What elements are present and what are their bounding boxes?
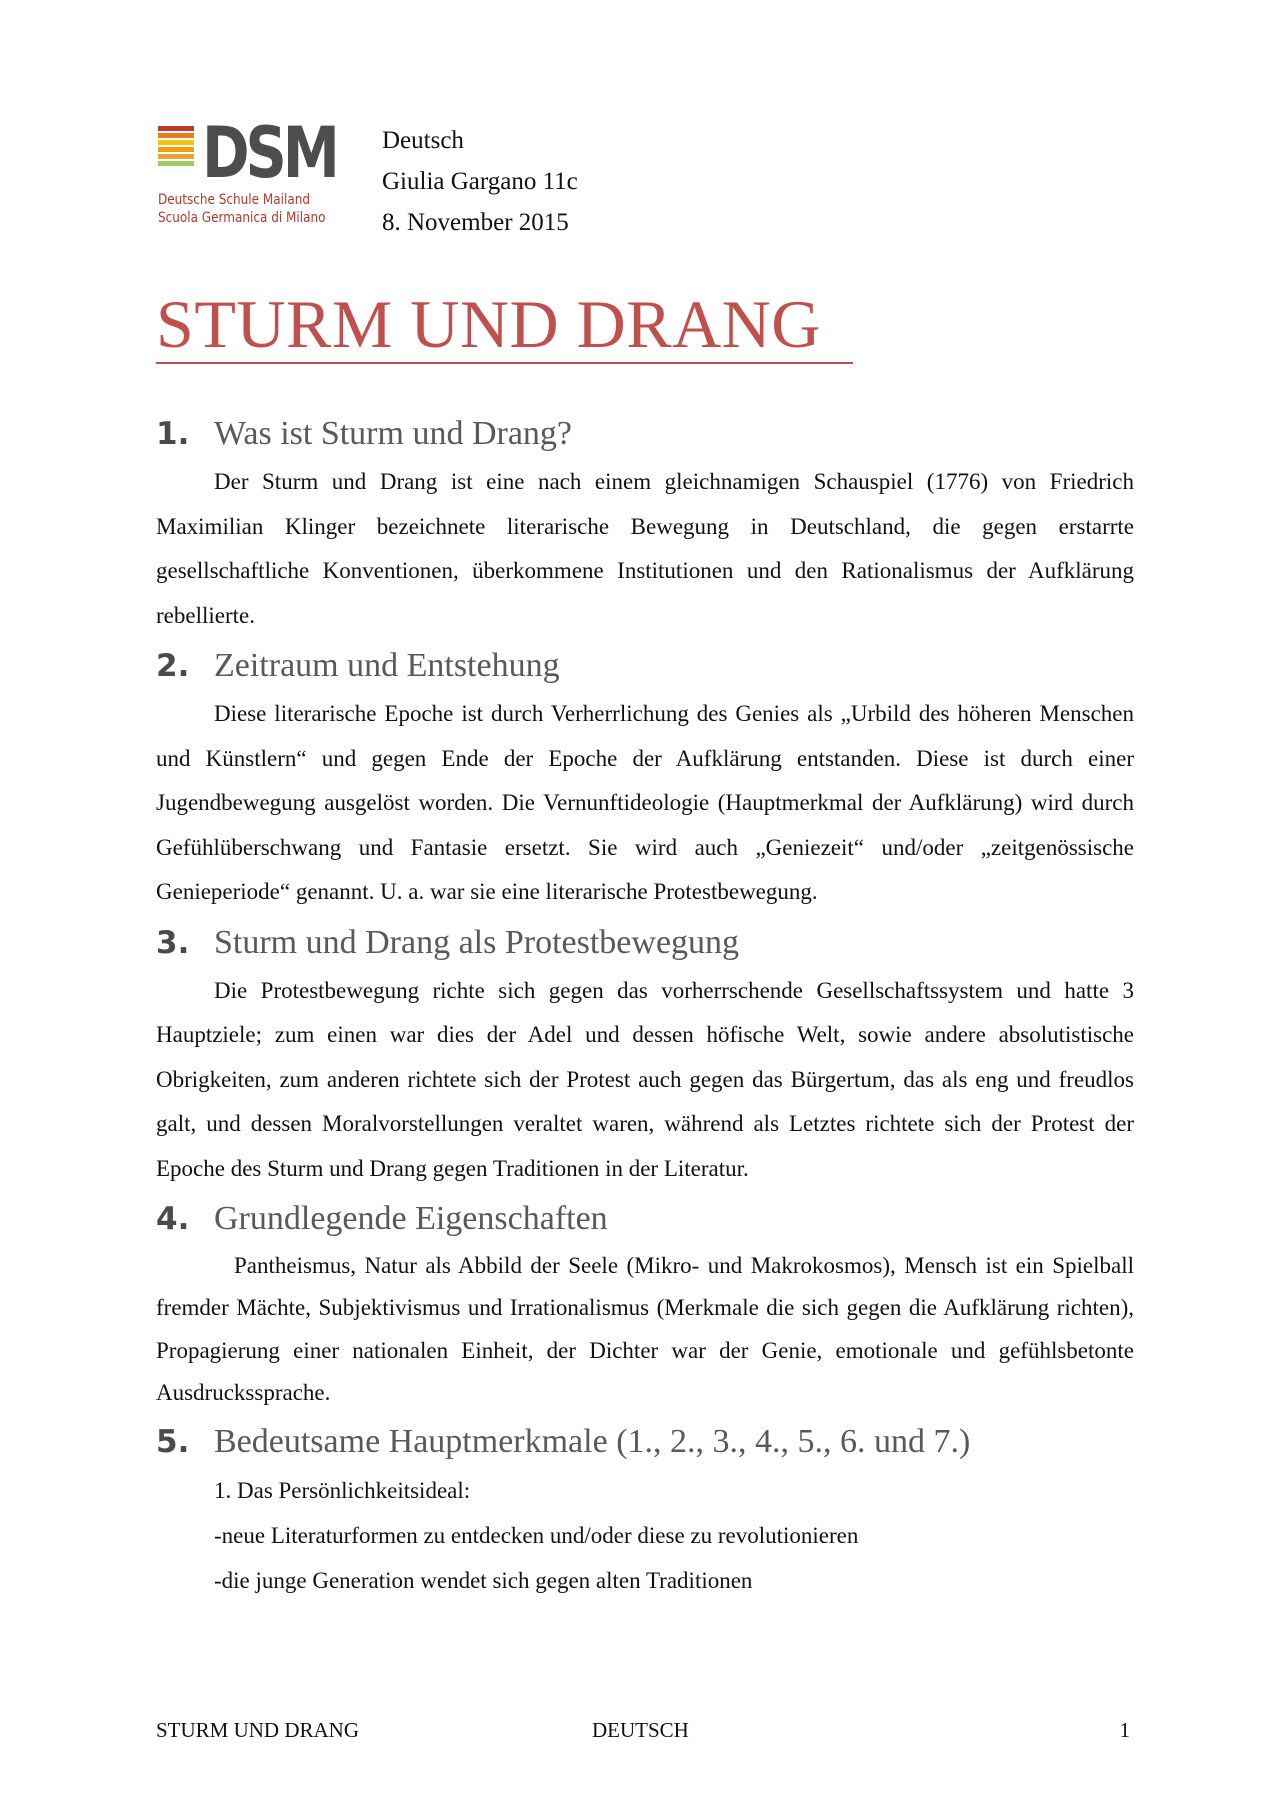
logo-bar <box>158 126 194 131</box>
section-title: Zeitraum und Entstehung <box>214 647 560 684</box>
author: Giulia Gargano 11c <box>382 168 578 195</box>
section-5 <box>156 1416 1134 1603</box>
section-number: 1. <box>156 416 190 452</box>
school-logo <box>158 112 354 230</box>
footer-title: STURM UND DRANG <box>156 1718 360 1742</box>
list-item: 1. Das Persönlichkeitsideal: <box>214 1478 471 1504</box>
footer-subject: DEUTSCH <box>592 1718 689 1742</box>
section-title: Grundlegende Eigenschaften <box>214 1200 608 1237</box>
logo-bar <box>158 133 194 138</box>
date: 8. November 2015 <box>382 209 569 236</box>
header-info <box>382 120 578 243</box>
logo-school-name-it: Scuola Germanica di Milano <box>158 210 326 226</box>
title-underline <box>156 362 853 364</box>
section-title: Bedeutsame Hauptmerkmale (1., 2., 3., 4., 5., 6. und 7.) <box>214 1423 971 1461</box>
section-2 <box>156 640 1134 915</box>
section-number: 3. <box>156 924 190 961</box>
section-3 <box>156 917 1134 1192</box>
subject: Deutsch <box>382 127 464 154</box>
section-number: 4. <box>156 1201 190 1237</box>
section-number: 5. <box>156 1424 190 1461</box>
section-paragraph: Pantheismus, Natur als Abbild der Seele (Mikro- und Makrokosmos), Mensch ist ein Spielball fremder Mächte, Subjektivismus und Irrationalismus (Merkmale die sich gegen die Aufklärung richten), Propagierung einer nationalen Einheit, der Dichter war der Genie, emotionale und gefühlsbetonte Ausdruckssprache. <box>156 1253 1134 1405</box>
list-item: -neue Literaturformen zu entdecken und/oder diese zu revolutionieren <box>214 1523 859 1549</box>
page-title: STURM UND DRANG <box>156 286 821 362</box>
page-number: 1 <box>1119 1718 1130 1742</box>
logo-bar <box>158 147 194 152</box>
logo-school-name-de: Deutsche Schule Mailand <box>158 192 311 208</box>
section-paragraph: Diese literarische Epoche ist durch Verherrlichung des Genies als „Urbild des höheren Menschen und Künstlern“ und gegen Ende der Epoche der Aufklärung entstanden. Diese ist durch einer Jugendbewegung ausgelöst worden. Die Vernunftideologie (Hauptmerkmal der Aufklärung) wird durch Gefühlüberschwang und Fantasie ersetzt. Sie wird auch „Geniezeit“ und/oder „zeitgenössische Genieperiode“ genannt. U. a. war sie eine literarische Protestbewegung. <box>156 701 1134 904</box>
logo-bar <box>158 154 194 159</box>
section-heading <box>156 1416 1134 1468</box>
logo-bar <box>158 140 194 145</box>
logo-bar <box>158 161 194 166</box>
section-title: Sturm und Drang als Protestbewegung <box>214 923 740 961</box>
section-1 <box>156 408 1134 638</box>
section-paragraph: Die Protestbewegung richte sich gegen das vorherrschende Gesellschaftssystem und hatte 3 Hauptziele; zum einen war dies der Adel und dessen höfische Welt, sowie andere absolutistische Obrigkeiten, zum anderen richtete sich der Protest auch gegen das Bürgertum, das als eng und freudlos galt, und dessen Moralvorstellungen veraltet waren, während als Letztes richtete sich der Protest der Epoche des Sturm und Drang gegen Traditionen in der Literatur. <box>156 977 1134 1181</box>
section-heading <box>156 917 1134 969</box>
section-heading <box>156 640 1134 692</box>
logo-wordmark: DSM <box>202 112 336 194</box>
section-paragraph: Der Sturm und Drang ist eine nach einem gleichnamigen Schauspiel (1776) von Friedrich Maximilian Klinger bezeichnete literarische Bewegung in Deutschland, die gegen erstarrte gesellschaftliche Konventionen, überkommene Institutionen und den Rationalismus der Aufklärung rebellierte. <box>156 469 1134 628</box>
section-4 <box>156 1193 1134 1414</box>
section-title: Was ist Sturm und Drang? <box>214 415 572 452</box>
list-item: -die junge Generation wendet sich gegen alten Traditionen <box>214 1568 753 1594</box>
section-heading <box>156 408 1134 460</box>
section-heading <box>156 1193 1134 1245</box>
document-body <box>156 408 1134 1603</box>
section-number: 2. <box>156 648 190 684</box>
